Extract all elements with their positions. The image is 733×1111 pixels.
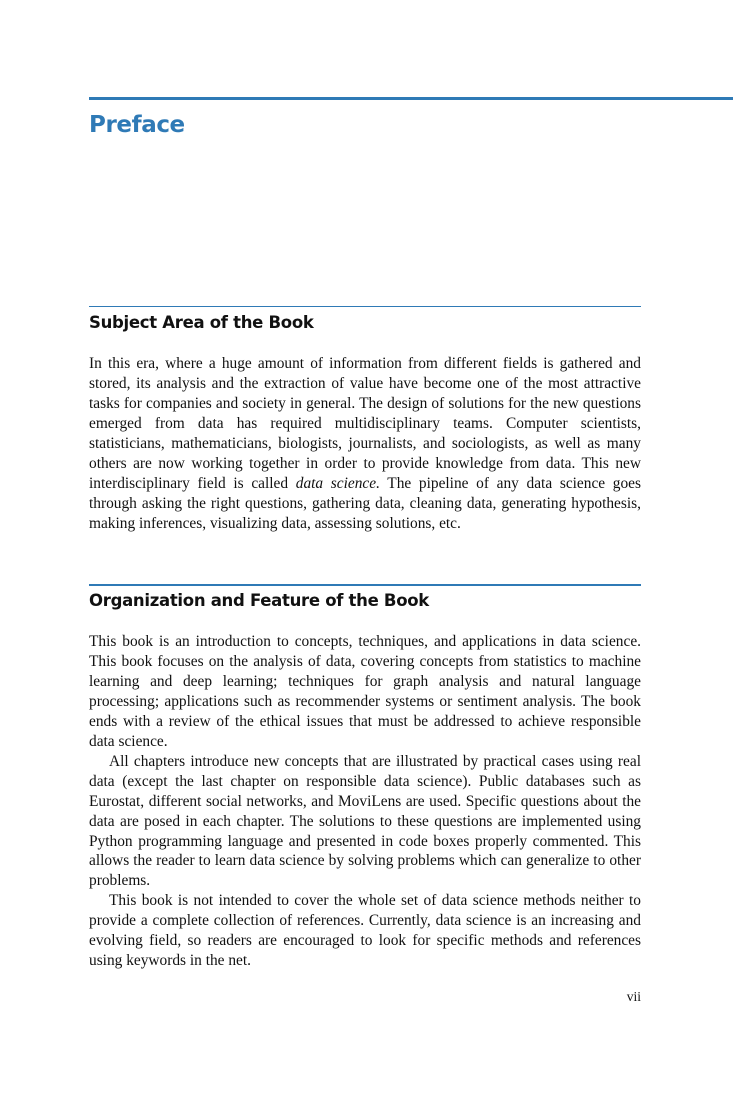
emphasis-term: data science. xyxy=(295,474,380,492)
paragraph: This book is an introduction to concepts, techniques, and applications in data science. This book focuses on the analysis of data, covering concepts from statistics to machine learning and deep learning; techniques for graph analysis and natural language processing; applications such as recommender systems or sentiment analysis. The book ends with a review of the ethical issues that must be addressed to achieve responsible data science. xyxy=(89,633,641,750)
section-heading-subject-area: Subject Area of the Book xyxy=(89,313,314,332)
section-body-subject-area xyxy=(89,354,641,534)
chapter-top-rule xyxy=(89,97,733,100)
paragraph xyxy=(89,354,641,534)
paragraph-text: In this era, where a huge amount of information from different fields is gathered and stored, its analysis and the extraction of value have become one of the most attractive tasks for companies and society in general. The design of solutions for the new questions emerged from data has required multidisciplinary teams. Computer scientists, statisticians, mathematicians, biologists, journalists, and sociologists, as well as many others are now working together in order to provide knowledge from data. This new interdisciplinary field is called xyxy=(89,355,641,492)
chapter-title: Preface xyxy=(89,112,185,138)
section-rule xyxy=(89,306,641,307)
paragraph: This book is not intended to cover the whole set of data science methods neither to provide a complete collection of references. Currently, data science is an increasing and evolving field, so readers are encouraged to look for specific methods and references using keywords in the net. xyxy=(89,892,641,970)
paragraph-text: The pipeline of any data science goes through asking the right questions, gathering data, cleaning data, generating hypothesis, making inferences, visualizing data, assessing solutions, etc. xyxy=(89,474,641,532)
page-number: vii xyxy=(626,989,641,1004)
section-heading-organization: Organization and Feature of the Book xyxy=(89,591,429,610)
section-body-organization xyxy=(89,632,641,971)
section-rule xyxy=(89,584,641,586)
paragraph: All chapters introduce new concepts that are illustrated by practical cases using real data (except the last chapter on responsible data science). Public databases such as Eurostat, different social networks, and MoviLens are used. Specific questions about the data are posed in each chapter. The solutions to these questions are implemented using Python programming language and presented in code boxes properly commented. This allows the reader to learn data science by solving problems which can generalize to other problems. xyxy=(89,752,641,890)
